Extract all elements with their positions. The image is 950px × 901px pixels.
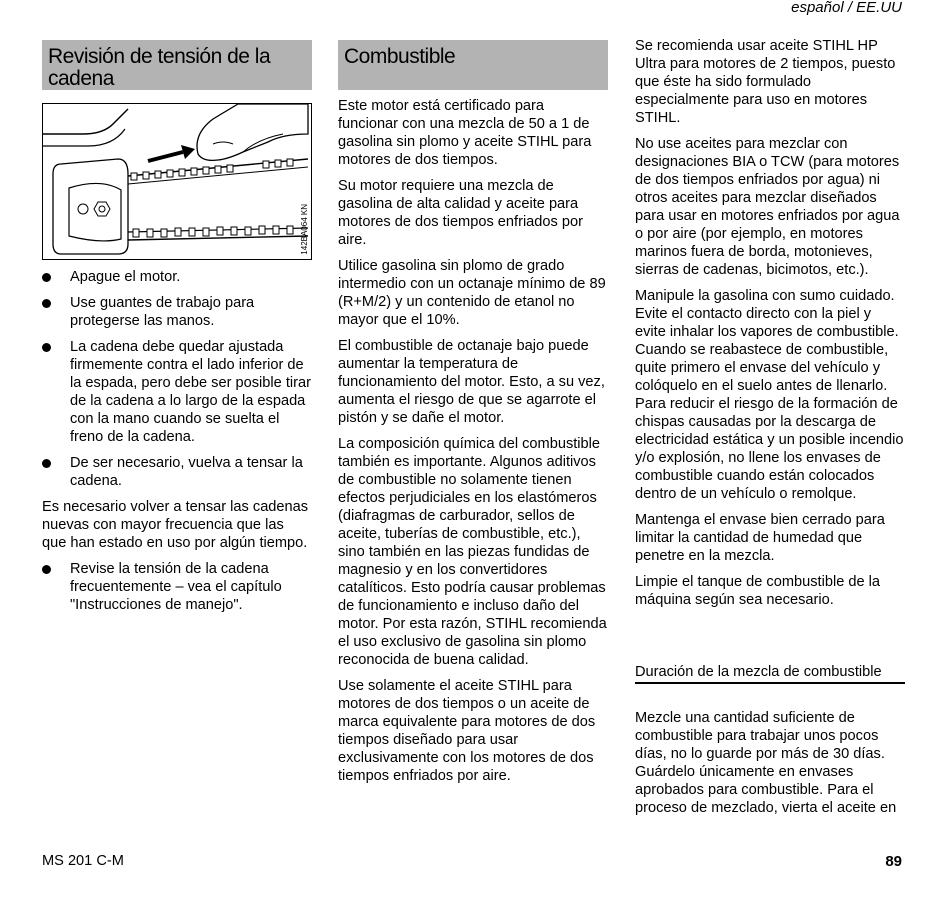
list-item: Use guantes de trabajo para protegerse las manos.: [42, 294, 312, 330]
list-item: La cadena debe quedar ajustada firmemente contra el lado inferior de la espada, pero debe ser posible tirar de la cadena a lo largo de la espada con la mano cuando se suelta el freno de la cadena.: [42, 338, 312, 446]
fuel-mix-text: [635, 709, 905, 825]
list-item: Revise la tensión de la cadena frecuentemente – vea el capítulo "Instrucciones de manejo".: [42, 560, 312, 614]
subsection-title-fuel-mix: Duración de la mezcla de combustible: [635, 663, 905, 684]
bullet-icon: [42, 343, 51, 352]
body-paragraph: Su motor requiere una mezcla de gasolina de alta calidad y aceite para motores de dos tiempos enfriados por aire.: [338, 178, 583, 248]
bullet-icon: [42, 459, 51, 468]
body-paragraph: Este motor está certificado para funcionar con una mezcla de 50 a 1 de gasolina sin plomo y aceite STIHL para motores de dos tiempos.: [338, 98, 592, 168]
body-paragraph: La composición química del combustible también es importante. Algunos aditivos de combustible no solamente tienen efectos perjudiciales en los elastómeros (diafragmas de carburador, sellos de aceite, tuberías de combustible, etc.), sino también en las piezas fundidas de magnesio y en los convertidores catalíticos. Esto podría causar problemas de funcionamiento e incluso daño del motor. Por esta razón, STIHL recomienda el uso exclusivo de gasolina sin plomo reconocida de buena calidad.: [338, 436, 607, 668]
list-item: De ser necesario, vuelva a tensar la cadena.: [42, 454, 312, 490]
body-paragraph: Manipule la gasolina con sumo cuidado. Evite el contacto directo con la piel y evite inhalar los vapores de combustible. Cuando se reabastece de combustible, quite primero el envase del vehículo y colóquelo en el suelo antes de llenarlo. Para reducir el riesgo de la formación de chispas causadas por la descarga de electricidad estática y un posible incendio y/o explosión, no llene los envases de combustible cuando están colocados dentro de un vehículo o remolque.: [635, 288, 904, 502]
chain-tension-instructions: [42, 268, 312, 622]
fuel-text-continued: [635, 37, 905, 617]
chain-tension-illustration: [42, 103, 312, 260]
body-paragraph: Use solamente el aceite STIHL para motores de dos tiempos o un aceite de marca equivalente para motores de dos tiempos diseñado para usar exclusivamente con los motores de dos tiempos enfriados por aire.: [338, 678, 596, 784]
page-number: 89: [885, 853, 902, 870]
language-label: español / EE.UU: [791, 0, 902, 16]
body-paragraph: Mezcle una cantidad suficiente de combustible para trabajar unos pocos días, no lo guarde por más de 30 días. Guárdelo únicamente en envases aprobados para combustible. Para el proceso de mezclado, vierta el aceite en: [635, 710, 897, 816]
body-paragraph: Limpie el tanque de combustible de la máquina según sea necesario.: [635, 574, 881, 608]
footer-model: MS 201 C-M: [42, 853, 124, 869]
fuel-mix-section: [635, 663, 905, 684]
fuel-text: [338, 97, 608, 793]
body-paragraph: Mantenga el envase bien cerrado para limitar la cantidad de humedad que penetre en la mezcla.: [635, 512, 885, 564]
body-paragraph: Se recomienda usar aceite STIHL HP Ultra para motores de 2 tiempos, puesto que éste ha sido formulado especialmente para uso en motores STIHL.: [635, 38, 896, 126]
chain-drawing: [43, 104, 312, 260]
bullet-icon: [42, 273, 51, 282]
section-title-chain-tension: Revisión de tensión de la cadena: [42, 40, 312, 90]
body-paragraph: No use aceites para mezclar con designaciones BIA o TCW (para motores de dos tiempos enfriados por agua) ni otros aceites para mezclar diseñados para usar en motores enfriados por agua o por aire (por ejemplo, en motores marinos fuera de borda, motonieves, sierras de cadenas, bicimotos, etc.).: [635, 136, 900, 278]
bullet-icon: [42, 299, 51, 308]
body-paragraph: Utilice gasolina sin plomo de grado intermedio con un octanaje mínimo de 89 (R+M/2) y un contenido de etanol no mayor que el 10%.: [338, 258, 606, 328]
section-title-fuel: Combustible: [338, 40, 608, 90]
body-paragraph: Es necesario volver a tensar las cadenas nuevas con mayor frecuencia que las que han estado en uso por algún tiempo.: [42, 499, 309, 551]
bullet-icon: [42, 565, 51, 574]
figure-code: 142BA064 KN: [300, 204, 309, 255]
list-item: Apague el motor.: [42, 268, 312, 286]
body-paragraph: El combustible de octanaje bajo puede aumentar la temperatura de funcionamiento del motor. Esto, a su vez, aumenta el riesgo de que se agarrote el pistón y se dañe el motor.: [338, 338, 605, 426]
